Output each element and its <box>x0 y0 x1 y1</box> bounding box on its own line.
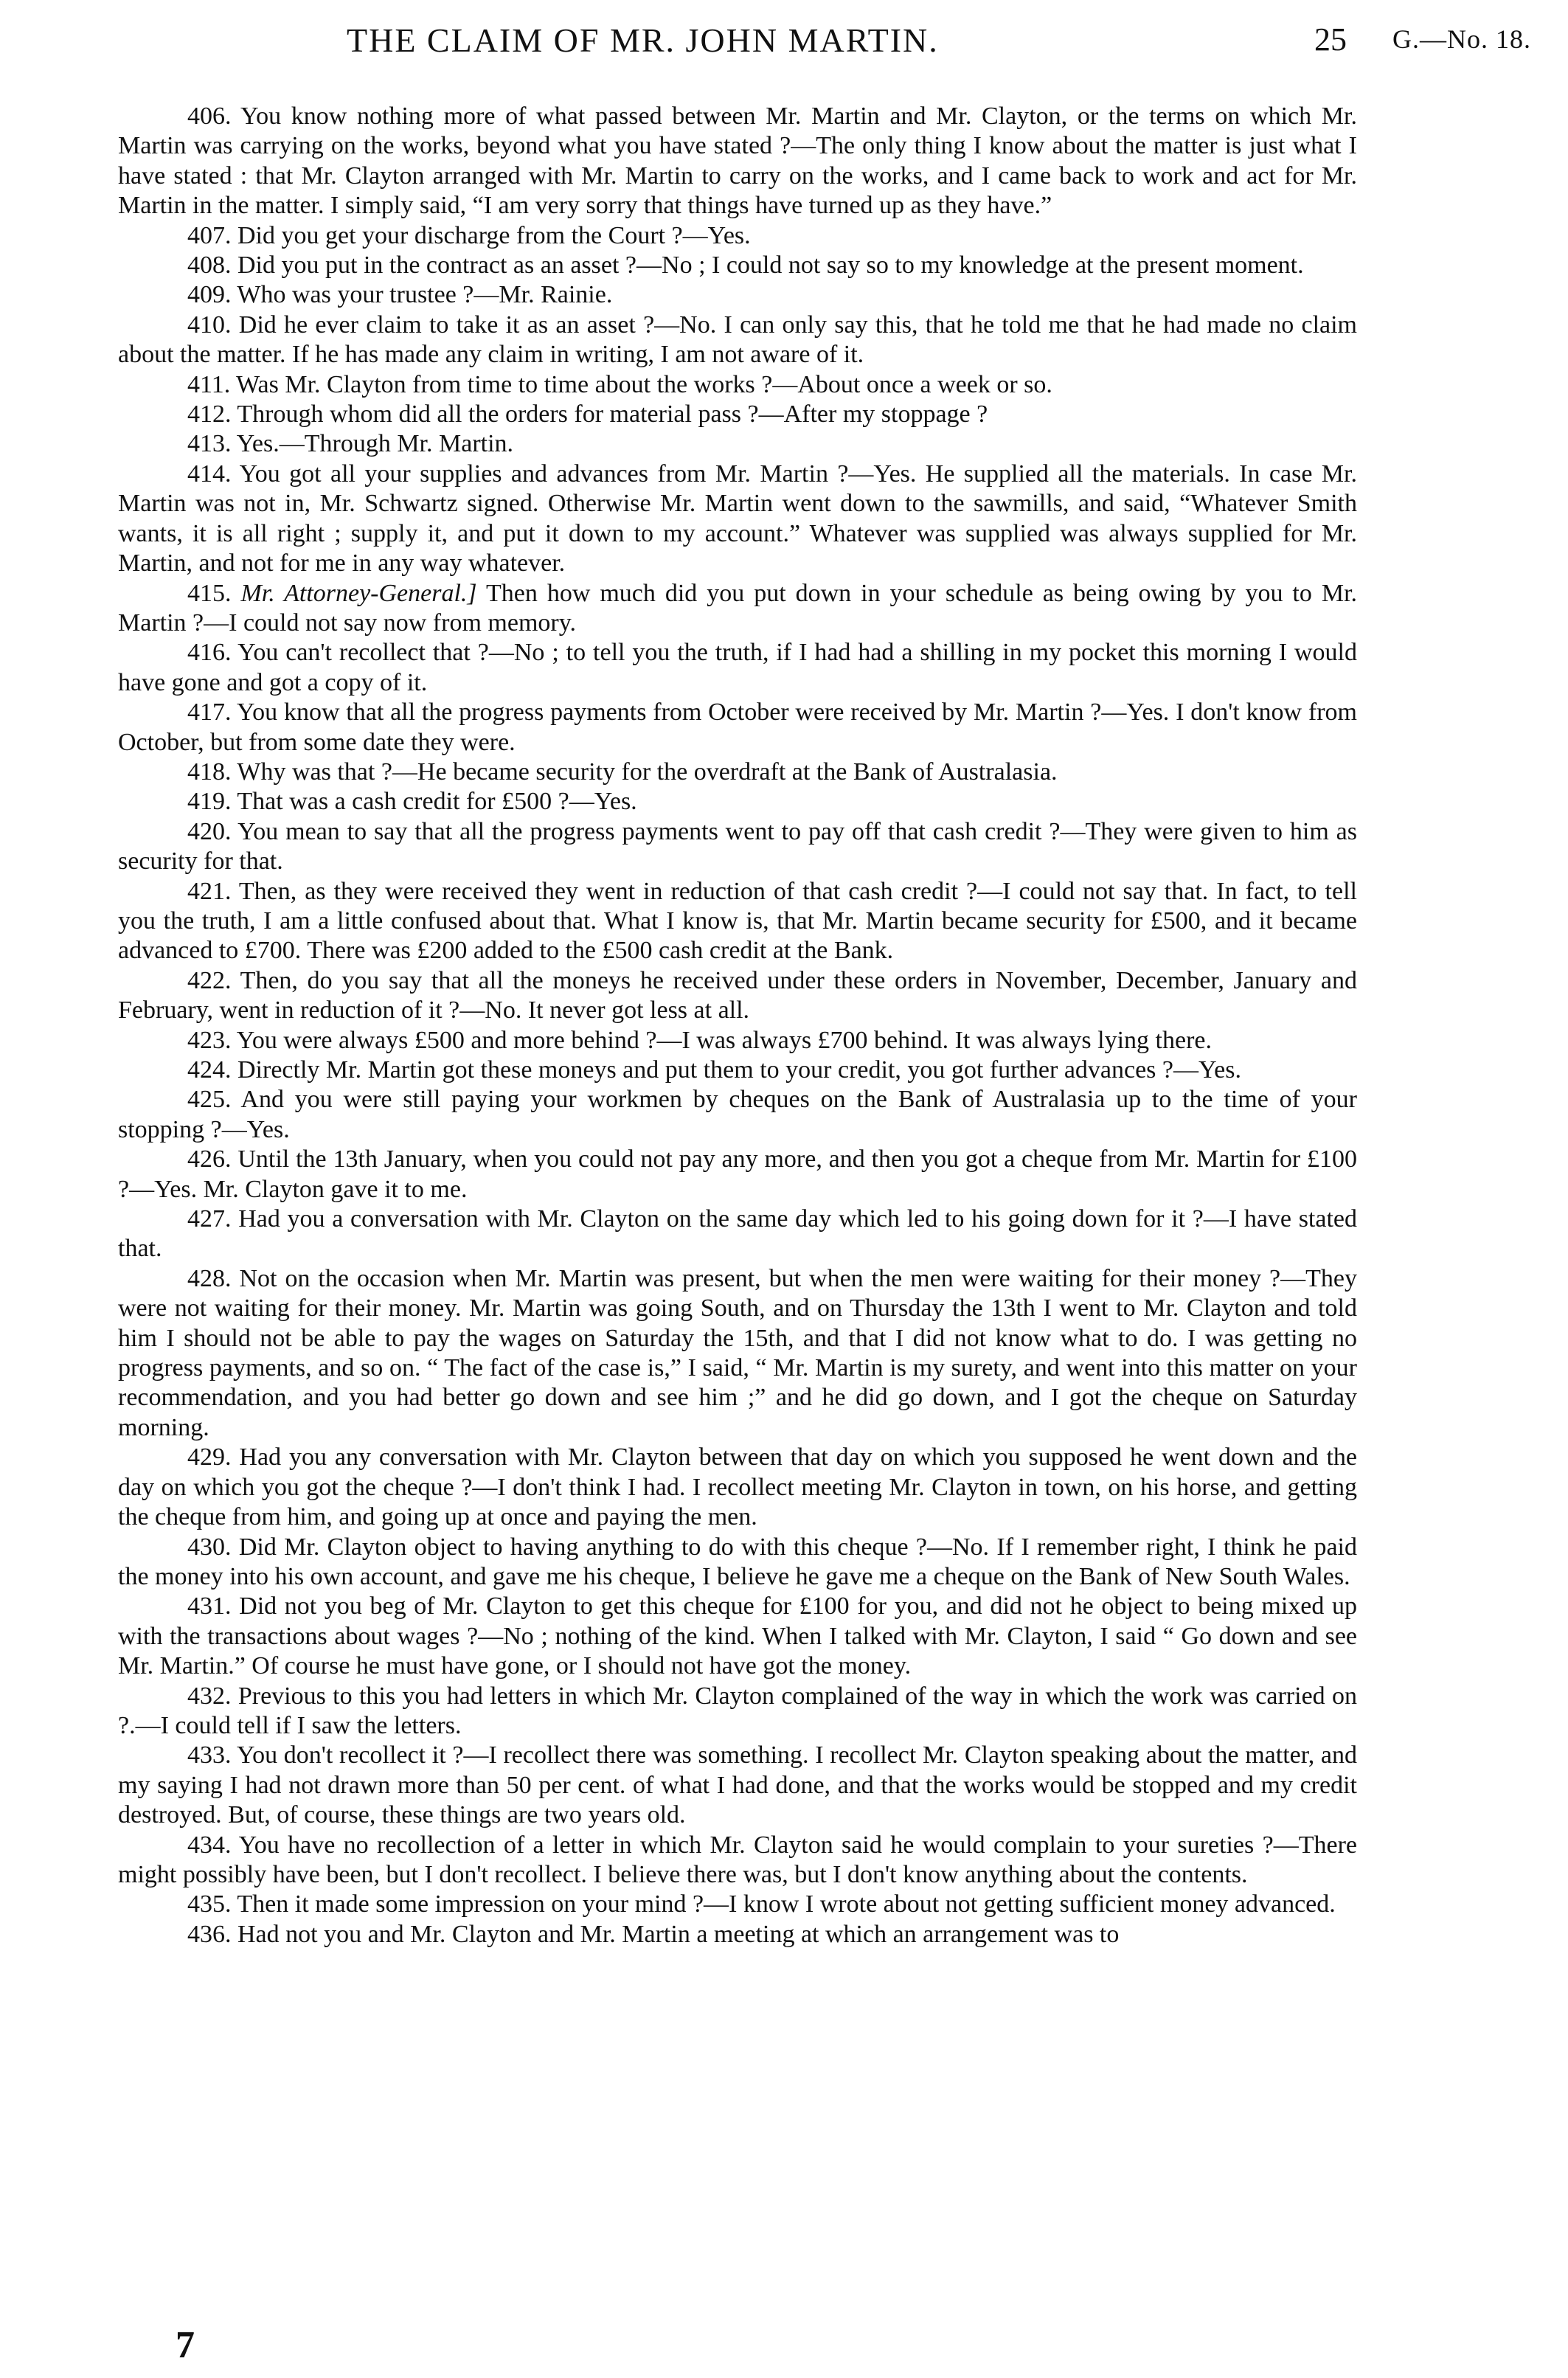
question-number: 418. <box>187 758 232 786</box>
question-paragraph <box>118 400 1357 429</box>
question-answer-text: Did not you beg of Mr. Clayton to get this cheque for £100 for you, and did not he object to being mixed up with the transactions about wages ?—No ; nothing of the kind. When I talked with Mr. Clayton, I said “ Go down and see Mr. Martin.” Of course he must have gone, or I should not have got the money. <box>118 1592 1358 1680</box>
question-answer-text: Then, as they were received they went in reduction of that cash credit ?—I could not say that. In fact, to tell you the truth, I am a little confused about that. What I know is, that Mr. Martin became security for £500, and it became advanced to £700. There was £200 added to the £500 cash credit at the Bank. <box>118 877 1357 965</box>
question-number: 427. <box>187 1205 232 1233</box>
question-number: 407. <box>187 221 232 249</box>
question-paragraph <box>118 1890 1357 1919</box>
question-paragraph <box>118 698 1357 758</box>
question-paragraph <box>118 102 1357 221</box>
question-answer-text: Through whom did all the orders for material pass ?—After my stoppage ? <box>237 401 988 429</box>
question-answer-text: Then how much did you put down in your schedule as being owing by you to Mr. Martin ?—I could not say now from memory. <box>118 579 1358 637</box>
question-number: 434. <box>187 1831 232 1859</box>
question-paragraph <box>118 1055 1357 1085</box>
question-number: 425. <box>187 1086 232 1114</box>
question-answer-text: Did he ever claim to take it as an asset ?—No. I can only say this, that he told me that he had made no claim about the matter. If he has made any claim in writing, I am not aware of it. <box>118 311 1358 369</box>
question-answer-text: You can't recollect that ?—No ; to tell you the truth, if I had had a shilling in my pocket this morning I would have gone and got a copy of it. <box>118 639 1357 696</box>
question-paragraph <box>118 280 1357 310</box>
question-answer-text: Had you any conversation with Mr. Clayton between that day on which you supposed he went down and the day on which you got the cheque ?—I don't think I had. I recollect meeting Mr. Clayton in town, on his horse, and getting the cheque from him, and going up at once and paying the men. <box>118 1443 1358 1531</box>
question-paragraph <box>118 758 1357 787</box>
question-number: 419. <box>187 788 232 816</box>
evidence-text <box>118 102 1357 1949</box>
question-paragraph <box>118 1026 1357 1055</box>
question-paragraph <box>118 1682 1357 1741</box>
question-paragraph <box>118 429 1357 459</box>
question-paragraph <box>118 1831 1357 1890</box>
question-paragraph <box>118 1085 1357 1145</box>
question-number: 414. <box>187 460 232 488</box>
question-number: 432. <box>187 1682 232 1710</box>
question-answer-text: Yes.—Through Mr. Martin. <box>236 430 514 458</box>
question-number: 417. <box>187 699 232 727</box>
question-paragraph <box>118 638 1357 698</box>
question-paragraph <box>118 877 1357 966</box>
question-paragraph <box>118 311 1357 370</box>
question-number: 421. <box>187 877 232 905</box>
question-paragraph <box>118 817 1357 877</box>
question-answer-text: You know nothing more of what passed between Mr. Martin and Mr. Clayton, or the terms on which Mr. Martin was carrying on the works, beyond what you have stated ?—The only thing I know about the matter is just what I have stated : that Mr. Clayton arranged with Mr. Martin to carry on the works, and I came back to work and act for Mr. Martin in the matter. I simply said, “I am very sorry that things have turned up as they have.” <box>118 103 1357 220</box>
document-reference: G.—No. 18. <box>1392 24 1531 54</box>
question-number: 424. <box>187 1056 232 1084</box>
question-number: 422. <box>187 966 232 994</box>
question-number: 416. <box>187 639 232 667</box>
question-paragraph <box>118 1533 1357 1592</box>
question-answer-text: Not on the occasion when Mr. Martin was present, but when the men were waiting for their money ?—They were not waiting for their money. Mr. Martin was going South, and on Thursday the 13th I went to Mr. Clayton and told him I should not be able to pay the wages on Saturday the 15th, and that I did not know what to do. I was getting no progress payments, and so on. “ The fact of the case is,” I said, “ Mr. Martin is my surety, and went into this matter on your recommendation, and you had better go down and see him ;” and he did go down, and I got the cheque on Saturday morning. <box>118 1264 1357 1441</box>
question-paragraph <box>118 251 1357 280</box>
question-answer-text: Directly Mr. Martin got these moneys and put them to your credit, you got further advances ?—Yes. <box>237 1056 1241 1084</box>
question-number: 429. <box>187 1443 232 1471</box>
question-number: 420. <box>187 817 232 845</box>
page-title: THE CLAIM OF MR. JOHN MARTIN. <box>347 21 939 59</box>
question-number: 412. <box>187 401 232 429</box>
question-answer-text: Then it made some impression on your mind ?—I know I wrote about not getting sufficient money advanced. <box>237 1890 1336 1918</box>
question-answer-text: Previous to this you had letters in which Mr. Clayton complained of the way in which the work was carried on ?.—I could tell if I saw the letters. <box>118 1682 1358 1739</box>
question-number: 408. <box>187 252 232 280</box>
question-number: 433. <box>187 1741 232 1769</box>
question-answer-text: Was Mr. Clayton from time to time about the works ?—About once a week or so. <box>236 370 1052 398</box>
question-paragraph <box>118 966 1357 1026</box>
question-number: 431. <box>187 1592 232 1620</box>
question-answer-text: Did you put in the contract as an asset ?—No ; I could not say so to my knowledge at the present moment. <box>237 252 1304 280</box>
question-paragraph <box>118 1264 1357 1443</box>
question-number: 409. <box>187 281 232 309</box>
question-answer-text: Had not you and Mr. Clayton and Mr. Martin a meeting at which an arrangement was to <box>237 1920 1120 1948</box>
question-answer-text: You have no recollection of a letter in which Mr. Clayton said he would complain to your sureties ?—There might possibly have been, but I don't recollect. I believe there was, but I don't know anything about the contents. <box>118 1831 1357 1888</box>
question-answer-text: Did you get your discharge from the Court ?—Yes. <box>237 221 751 249</box>
question-paragraph <box>118 1204 1357 1264</box>
question-number: 426. <box>187 1145 232 1174</box>
question-answer-text: You got all your supplies and advances from Mr. Martin ?—Yes. He supplied all the materials. In case Mr. Martin was not in, Mr. Schwartz signed. Otherwise Mr. Martin went down to the sawmills, and said, “Whatever Smith wants, it is all right ; supply it, and put it down to my account.” Whatever was supplied was always supplied for Mr. Martin, and not for me in any way whatever. <box>118 460 1357 578</box>
question-paragraph <box>118 221 1357 251</box>
question-number: 423. <box>187 1026 232 1054</box>
question-paragraph <box>118 579 1357 639</box>
question-number: 428. <box>187 1264 232 1292</box>
page-header <box>0 0 1568 96</box>
question-answer-text: Until the 13th January, when you could not pay any more, and then you got a cheque from Mr. Martin for £100 ?—Yes. Mr. Clayton gave it to me. <box>118 1145 1357 1203</box>
question-answer-text: You mean to say that all the progress payments went to pay off that cash credit ?—They were given to him as security for that. <box>118 817 1357 876</box>
signature-mark: 7 <box>176 2324 195 2366</box>
question-paragraph <box>118 370 1357 400</box>
speaker-label: Mr. Attorney-General.] <box>240 579 477 607</box>
question-number: 411. <box>187 370 231 398</box>
question-answer-text: Had you a conversation with Mr. Clayton on the same day which led to his going down for it ?—I have stated that. <box>118 1205 1357 1263</box>
question-answer-text: You were always £500 and more behind ?—I was always £700 behind. It was always lying there. <box>236 1026 1212 1054</box>
question-answer-text: Why was that ?—He became security for the overdraft at the Bank of Australasia. <box>237 758 1058 786</box>
question-paragraph <box>118 1741 1357 1830</box>
question-number: 413. <box>187 430 232 458</box>
question-number: 436. <box>187 1920 232 1948</box>
question-answer-text: Who was your trustee ?—Mr. Rainie. <box>237 281 613 309</box>
question-answer-text: You know that all the progress payments from October were received by Mr. Martin ?—Yes. I don't know from October, but from some date they were. <box>118 699 1357 756</box>
question-number: 430. <box>187 1533 232 1561</box>
question-answer-text: And you were still paying your workmen by cheques on the Bank of Australasia up to the time of your stopping ?—Yes. <box>118 1086 1357 1143</box>
question-answer-text: You don't recollect it ?—I recollect there was something. I recollect Mr. Clayton speaking about the matter, and my saying I had not drawn more than 50 per cent. of what I had done, and that the works would be stopped and my credit destroyed. But, of course, these things are two years old. <box>118 1741 1357 1829</box>
question-number: 415. <box>187 579 232 607</box>
question-paragraph <box>118 1920 1357 1949</box>
question-number: 435. <box>187 1890 232 1918</box>
question-paragraph <box>118 787 1357 817</box>
question-paragraph <box>118 460 1357 579</box>
page-number: 25 <box>1314 21 1347 58</box>
question-paragraph <box>118 1592 1357 1681</box>
question-answer-text: Then, do you say that all the moneys he received under these orders in November, December, January and February, went in reduction of it ?—No. It never got less at all. <box>118 966 1358 1025</box>
question-answer-text: Did Mr. Clayton object to having anything to do with this cheque ?—No. If I remember right, I think he paid the money into his own account, and gave me his cheque, I believe he gave me a cheque on the Bank of New South Wales. <box>118 1533 1357 1590</box>
question-number: 406. <box>187 103 232 130</box>
question-answer-text: That was a cash credit for £500 ?—Yes. <box>237 788 637 816</box>
question-paragraph <box>118 1443 1357 1532</box>
question-paragraph <box>118 1145 1357 1204</box>
question-number: 410. <box>187 311 232 339</box>
